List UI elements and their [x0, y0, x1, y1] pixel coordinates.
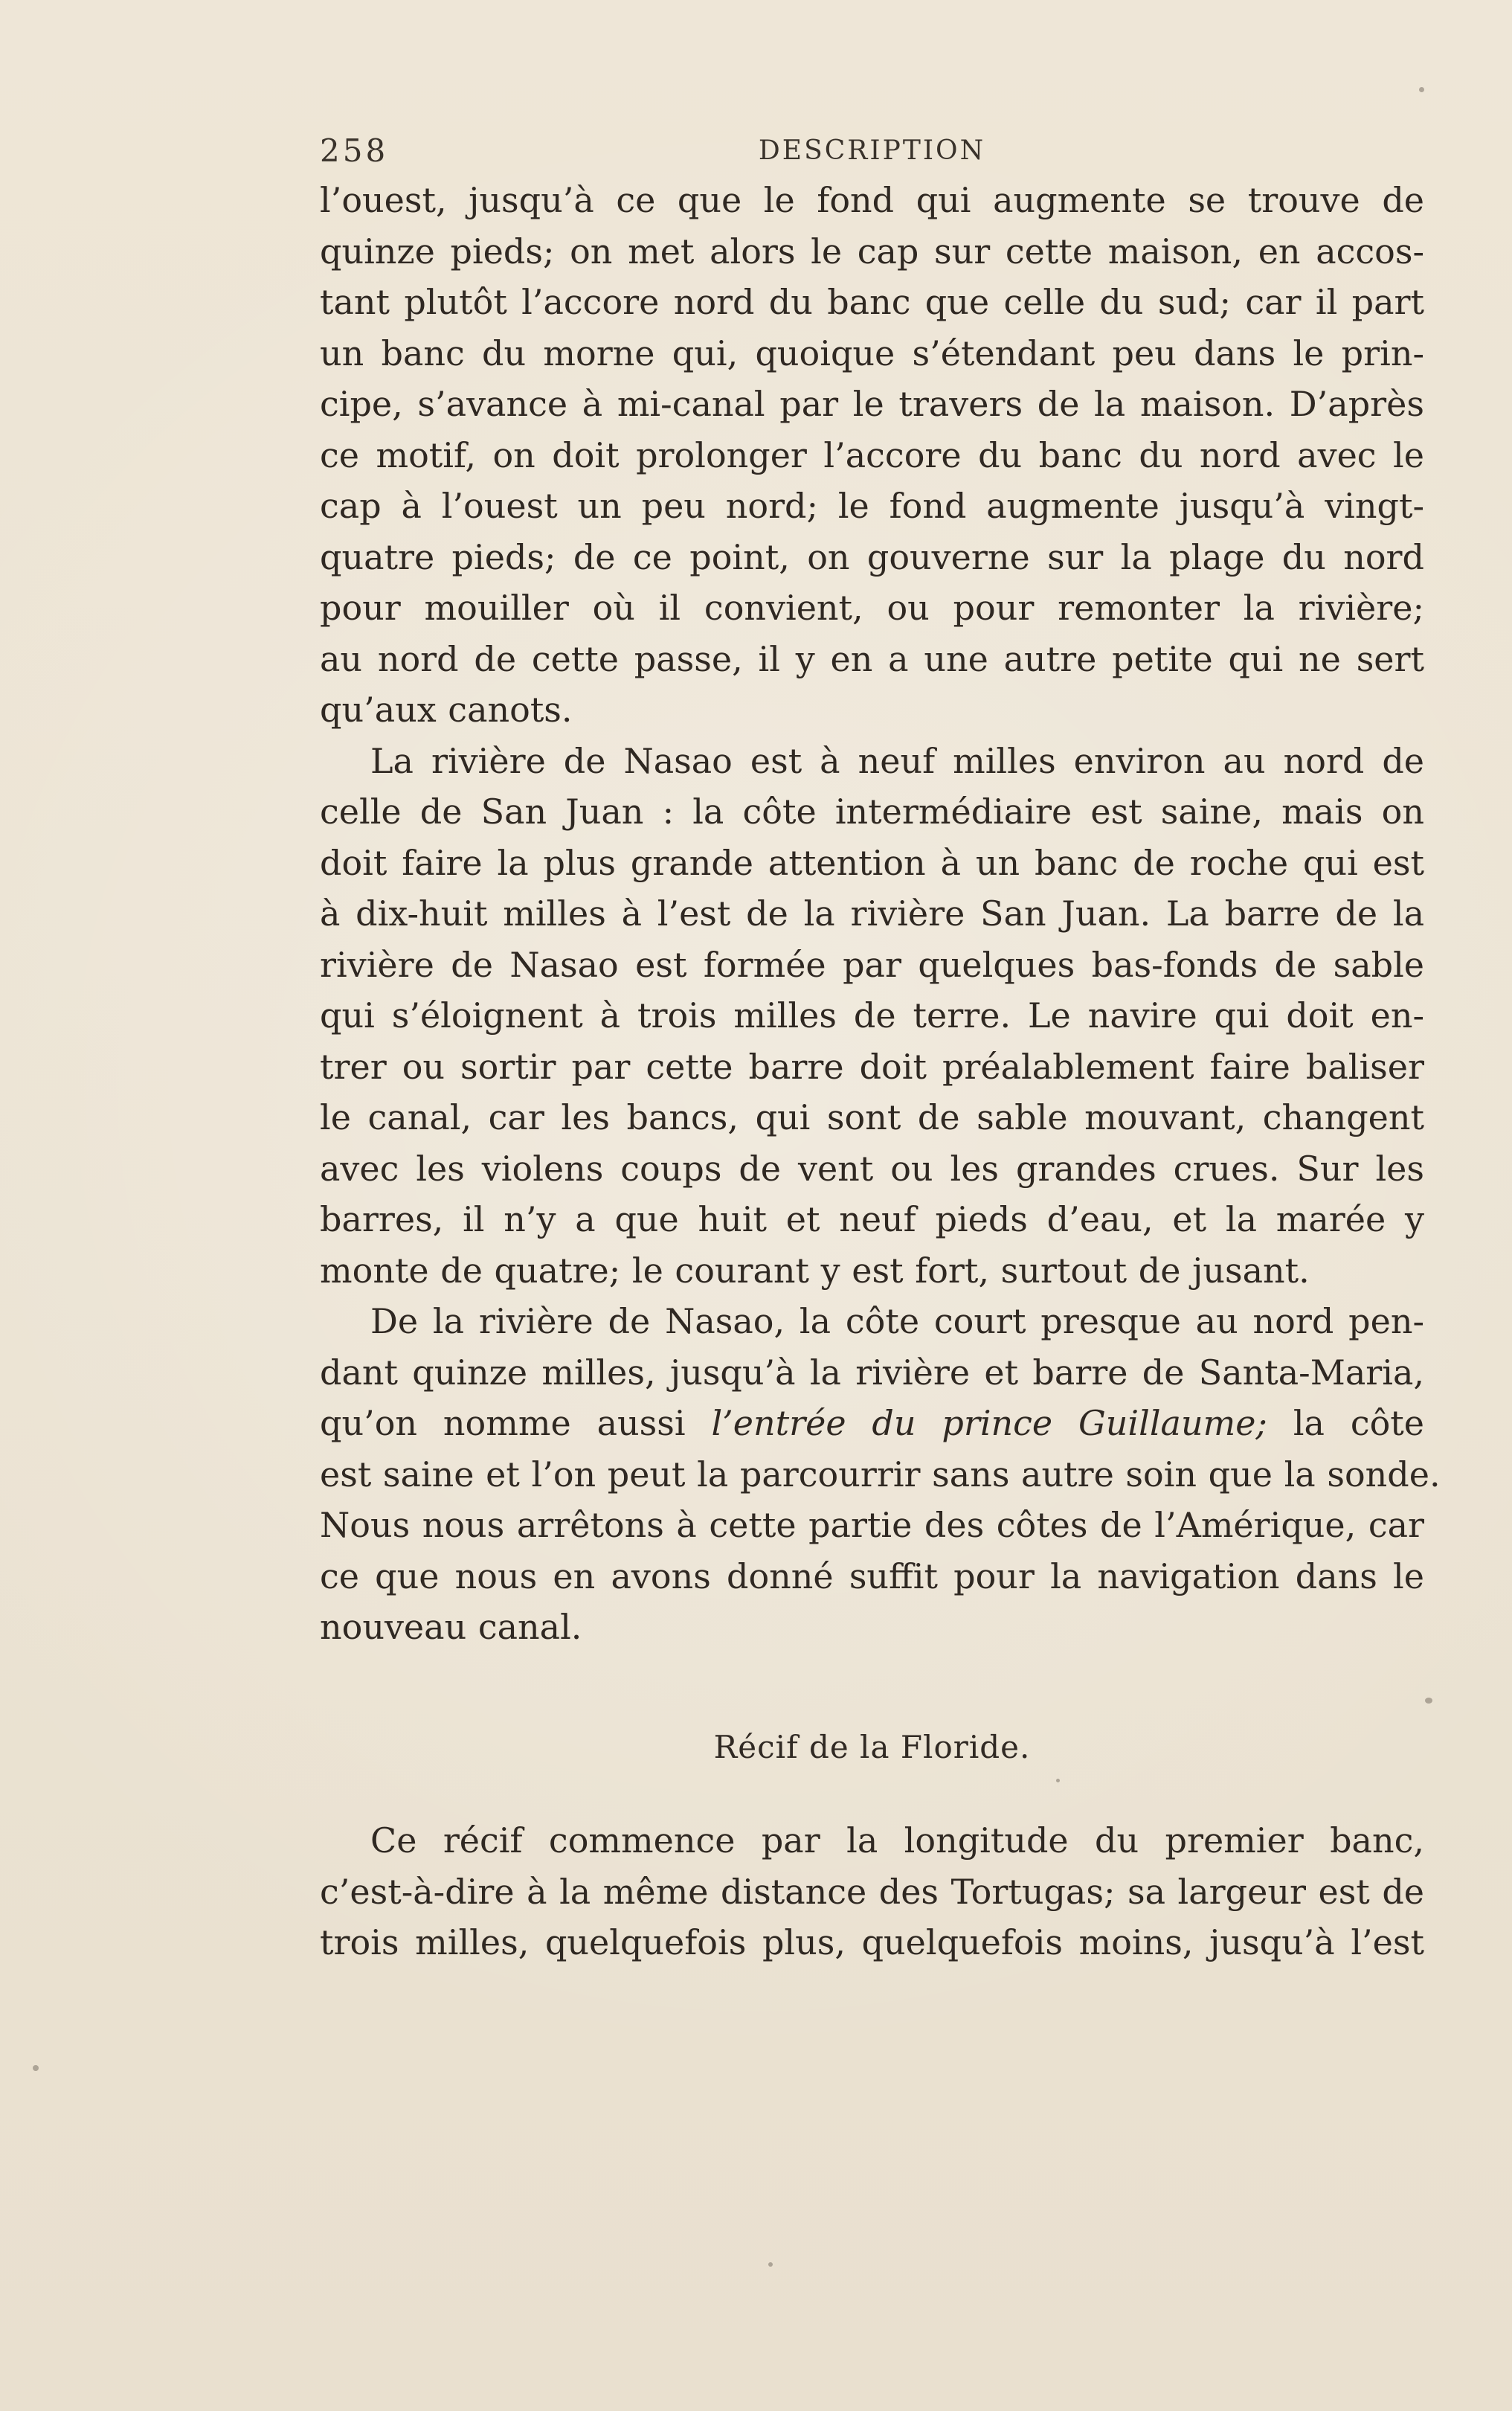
text-line: pour mouiller où il convient, ou pour remonter la rivière; — [320, 588, 1424, 628]
text-line: à dix-huit milles à l’est de la rivière San Juan. La barre de la — [320, 893, 1424, 934]
text-line: trois milles, quelquefois plus, quelquefois moins, jusqu’à l’est — [320, 1922, 1424, 1962]
italic-name: l’entrée du prince Guillaume; — [711, 1403, 1267, 1443]
text-line: l’ouest, jusqu’à ce que le fond qui augmente se trouve de — [320, 180, 1424, 220]
text-line: quatre pieds; de ce point, on gouverne sur la plage du nord — [320, 536, 1424, 577]
paragraph-start-line: De la rivière de Nasao, la côte court presque au nord pen- — [370, 1301, 1424, 1341]
text-line: au nord de cette passe, il y en a une autre petite qui ne sert — [320, 638, 1424, 679]
paragraph-start-line: La rivière de Nasao est à neuf milles environ au nord de — [370, 740, 1424, 781]
text-line: qui s’éloignent à trois milles de terre. Le navire qui doit en- — [320, 995, 1424, 1036]
text-line: ce que nous en avons donné suffit pour la navigation dans le — [320, 1556, 1424, 1596]
text-line: celle de San Juan : la côte intermédiaire est saine, mais on — [320, 792, 1424, 832]
text-line: barres, il n’y a que huit et neuf pieds d’eau, et la marée y — [320, 1199, 1424, 1239]
paragraph-start-line: Ce récif commence par la longitude du premier banc, — [370, 1820, 1424, 1861]
text-line: monte de quatre; le courant y est fort, surtout de jusant. — [320, 1250, 1310, 1291]
text-line: cipe, s’avance à mi-canal par le travers de la maison. D’après — [320, 384, 1424, 424]
text-line: trer ou sortir par cette barre doit préalablement faire baliser — [320, 1046, 1424, 1087]
text-line: c’est-à-dire à la même distance des Tortugas; sa largeur est de — [320, 1871, 1424, 1912]
paper-speck — [768, 2262, 773, 2267]
paper-speck — [1419, 87, 1424, 92]
text-line: avec les violens coups de vent ou les grandes crues. Sur les — [320, 1148, 1424, 1189]
text-line: tant plutôt l’accore nord du banc que celle du sud; car il part — [320, 282, 1424, 322]
text-line: qu’aux canots. — [320, 690, 573, 730]
text-line: un banc du morne qui, quoique s’étendant peu dans le prin- — [320, 333, 1424, 373]
page-number: 258 — [320, 132, 389, 169]
paper-speck — [33, 2065, 39, 2071]
paper-speck — [1425, 1698, 1432, 1704]
text-line: le canal, car les bancs, qui sont de sable mouvant, changent — [320, 1097, 1424, 1137]
running-title: DESCRIPTION — [758, 135, 986, 166]
paper-speck — [1056, 1779, 1060, 1782]
text-line: nouveau canal. — [320, 1607, 582, 1647]
section-text — [320, 1815, 1424, 1968]
text-fragment: la côte — [1293, 1403, 1424, 1443]
text-line: rivière de Nasao est formée par quelques bas-fonds de sable — [320, 944, 1424, 985]
text-line: dant quinze milles, jusqu’à la rivière et barre de Santa-Maria, — [320, 1352, 1424, 1393]
text-line: est saine et l’on peut la parcourrir sans autre soin que la sonde. — [320, 1454, 1441, 1495]
running-head — [320, 132, 1424, 177]
text-fragment: qu’on nomme aussi — [320, 1403, 686, 1443]
text-line: cap à l’ouest un peu nord; le fond augmente jusqu’à vingt- — [320, 486, 1424, 526]
text-line: Nous nous arrêtons à cette partie des côtes de l’Amérique, car — [320, 1505, 1424, 1545]
text-line: ce motif, on doit prolonger l’accore du banc du nord avec le — [320, 434, 1424, 475]
main-text — [320, 175, 1441, 1653]
text-line: doit faire la plus grande attention à un banc de roche qui est — [320, 842, 1424, 883]
section-heading: Récif de la Floride. — [713, 1729, 1031, 1765]
text-line-with-italic — [320, 1398, 1424, 1449]
text-line: quinze pieds; on met alors le cap sur cette maison, en accos- — [320, 231, 1424, 272]
